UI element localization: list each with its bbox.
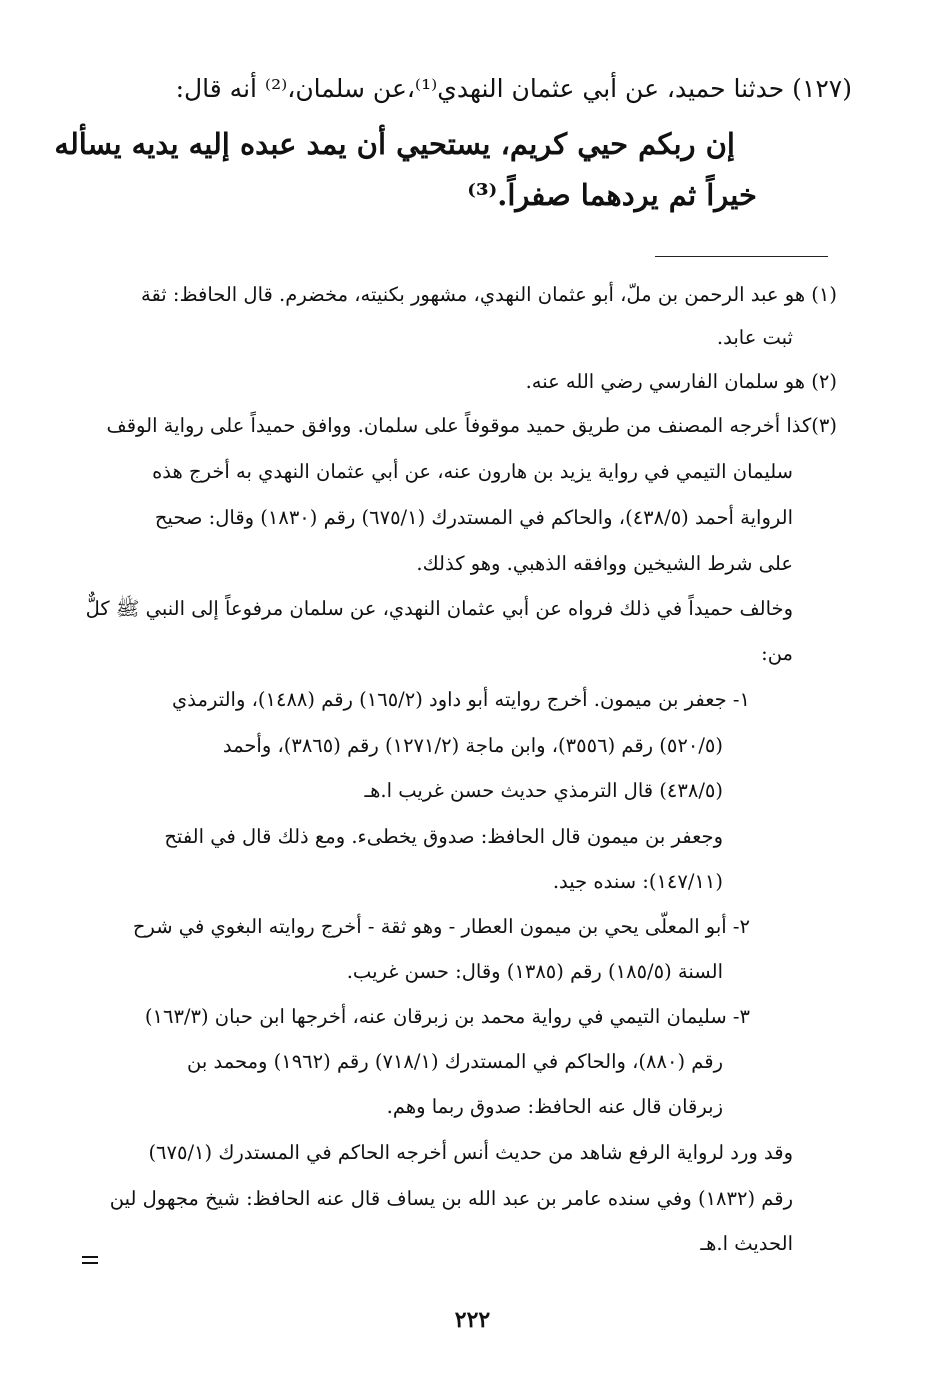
footnote-line: (١٤٧/١١): سنده جيد. [552,870,723,893]
footnote-line: رقم (٨٨٠)، والحاكم في المستدرك (٧١٨/١) رقم (١٩٦٢) ومحمد بن [187,1050,723,1073]
footnote-line: (٣)كذا أخرجه المصنف من طريق حميد موقوفاً على سلمان. ووافق حميداً على رواية الوقف [106,414,837,437]
footnote-line: وخالف حميداً في ذلك فرواه عن أبي عثمان النهدي، عن سلمان مرفوعاً إلى النبي ﷺ كلٌّ [85,597,793,620]
footnote-line: ١- جعفر بن ميمون. أخرج روايته أبو داود (١٦٥/٢) رقم (١٤٨٨)، والترمذي [172,688,750,711]
footnote-separator [655,256,828,257]
footnote-line: الرواية أحمد (٤٣٨/٥)، والحاكم في المستدرك (٦٧٥/١) رقم (١٨٣٠) وقال: صحيح [154,506,793,529]
hadith-text-line-2: خيراً ثم يردهما صفراً.⁽³⁾ [467,178,757,212]
footnote-line: رقم (١٨٣٢) وفي سنده عامر بن عبد الله بن يساف قال عنه الحافظ: شيخ مجهول لين [109,1187,793,1210]
footnote-line: وجعفر بن ميمون قال الحافظ: صدوق يخطىء. ومع ذلك قال في الفتح [164,825,723,848]
footnote-line: الحديث ا.هـ [700,1232,793,1255]
footnote-line: زبرقان قال عنه الحافظ: صدوق ربما وهم. [386,1095,723,1118]
footnote-line: (٥٢٠/٥) رقم (٣٥٥٦)، وابن ماجة (١٢٧١/٢) رقم (٣٨٦٥)، وأحمد [222,734,723,757]
footnote-line: (٤٣٨/٥) قال الترمذي حديث حسن غريب ا.هـ [364,779,723,802]
footnote-line: ثبت عابد. [716,326,793,349]
continuation-mark [82,1256,98,1268]
footnote-line: على شرط الشيخين ووافقه الذهبي. وهو كذلك. [416,552,793,575]
footnote-line: وقد ورد لرواية الرفع شاهد من حديث أنس أخرجه الحاكم في المستدرك (٦٧٥/١) [148,1141,793,1164]
footnote-line: ٢- أبو المعلّى يحي بن ميمون العطار - وهو ثقة - أخرج روايته البغوي في شرح [132,915,750,938]
footnote-line: (١) هو عبد الرحمن بن ملّ، أبو عثمان النهدي، مشهور بكنيته، مخضرم. قال الحافظ: ثقة [140,283,837,306]
footnote-line: ٣- سليمان التيمي في رواية محمد بن زبرقان عنه، أخرجها ابن حبان (١٦٣/٣) [144,1005,750,1028]
page-number: ٢٢٢ [454,1307,491,1333]
footnote-line: (٢) هو سلمان الفارسي رضي الله عنه. [525,370,837,393]
footnote-line: من: [761,642,793,665]
footnote-line: سليمان التيمي في رواية يزيد بن هارون عنه، عن أبي عثمان النهدي به أخرج هذه [152,460,793,483]
hadith-text-line-1: إن ربكم حيي كريم، يستحيي أن يمد عبده إليه يديه يسأله [54,127,735,161]
hadith-isnad-line: (١٢٧) حدثنا حميد، عن أبي عثمان النهدي⁽¹⁾،عن سلمان،⁽²⁾ أنه قال: [175,74,852,103]
footnote-line: السنة (١٨٥/٥) رقم (١٣٨٥) وقال: حسن غريب. [346,960,723,983]
